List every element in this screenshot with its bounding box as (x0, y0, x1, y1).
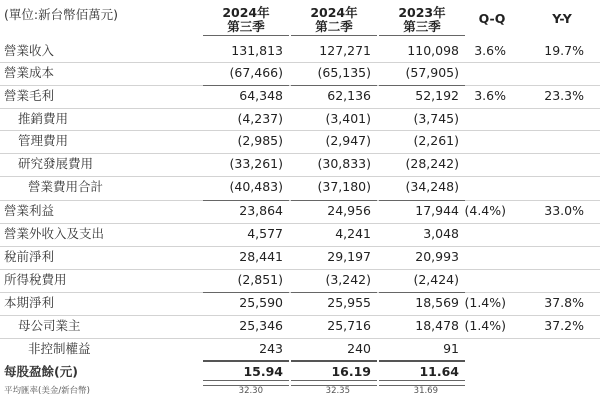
fx-q3-2024: 32.30 (238, 386, 263, 396)
eps-top-rule (203, 360, 289, 362)
header-rule-2 (291, 35, 377, 36)
cell-q3-2023: (2,261) (413, 133, 459, 148)
cell-yy: 33.0% (544, 203, 584, 218)
cell-q2-2024: (2,947) (325, 133, 371, 148)
cell-q3-2023: 17,944 (415, 203, 459, 218)
eps-top-rule (379, 360, 465, 362)
subtotal-rule (379, 200, 465, 201)
cell-q2-2024: (37,180) (317, 179, 371, 194)
cell-yy: 19.7% (544, 43, 584, 58)
cell-yy: 37.2% (544, 318, 584, 333)
cell-q3-2023: 52,192 (415, 88, 459, 103)
cell-yy: 37.8% (544, 295, 584, 310)
cell-q3-2023: (34,248) (405, 179, 459, 194)
row-label: 營業費用合計 (28, 179, 104, 194)
cell-q3-2023: 91 (443, 341, 459, 356)
row-label: 營業收入 (4, 43, 55, 58)
cell-q2-2024: 240 (347, 341, 371, 356)
header-q3-2023-year: 2023年 (398, 5, 446, 20)
cell-q3-2023: 11.64 (419, 364, 459, 379)
header-q3-2024-year: 2024年 (222, 5, 270, 20)
header-q3-2024 (205, 6, 287, 34)
row-divider (0, 176, 600, 177)
cell-q2-2024: 25,716 (327, 318, 371, 333)
row-label: 每股盈餘(元) (4, 364, 78, 379)
row-divider (0, 223, 600, 224)
cell-q3-2024: 25,590 (239, 295, 283, 310)
subtotal-rule (291, 292, 377, 293)
row-label: 營業外收入及支出 (4, 226, 105, 241)
cell-q3-2023: 3,048 (423, 226, 459, 241)
cell-q3-2023: (3,745) (413, 111, 459, 126)
cell-qq: (1.4%) (464, 318, 506, 333)
row-label: 本期淨利 (4, 295, 55, 310)
subtotal-rule (291, 85, 377, 86)
cell-q2-2024: 62,136 (327, 88, 371, 103)
cell-q3-2024: (2,985) (237, 133, 283, 148)
row-divider (0, 269, 600, 270)
cell-q3-2024: 243 (259, 341, 283, 356)
row-divider (0, 130, 600, 131)
cell-q3-2023: (57,905) (405, 65, 459, 80)
row-divider (0, 315, 600, 316)
cell-q2-2024: 4,241 (335, 226, 371, 241)
cell-q3-2023: 20,993 (415, 249, 459, 264)
fx-q2-2024: 32.35 (325, 386, 350, 396)
cell-q2-2024: 29,197 (327, 249, 371, 264)
header-q3-2023-quarter: 第三季 (403, 19, 441, 34)
cell-q3-2024: (4,237) (237, 111, 283, 126)
cell-q2-2024: (65,135) (317, 65, 371, 80)
cell-q3-2024: (2,851) (237, 272, 283, 287)
header-q2-2024-year: 2024年 (310, 5, 358, 20)
row-label: 營業利益 (4, 203, 55, 218)
cell-q3-2023: 18,478 (415, 318, 459, 333)
row-label: 稅前淨利 (4, 249, 55, 264)
header-qq: Q-Q (478, 11, 506, 26)
cell-q2-2024: (30,833) (317, 156, 371, 171)
subtotal-rule (203, 200, 289, 201)
cell-q3-2024: 25,346 (239, 318, 283, 333)
cell-qq: (1.4%) (464, 295, 506, 310)
cell-q3-2024: 23,864 (239, 203, 283, 218)
cell-q3-2023: (28,242) (405, 156, 459, 171)
unit-label: (單位:新台幣佰萬元) (4, 7, 118, 22)
cell-q3-2024: 4,577 (247, 226, 283, 241)
cell-q3-2024: 28,441 (239, 249, 283, 264)
cell-q3-2023: 18,569 (415, 295, 459, 310)
row-divider (0, 246, 600, 247)
cell-q2-2024: 16.19 (331, 364, 371, 379)
header-rule-3 (379, 35, 465, 36)
cell-q2-2024: 127,271 (319, 43, 371, 58)
header-q3-2024-quarter: 第三季 (227, 19, 265, 34)
eps-top-rule (291, 360, 377, 362)
row-divider (0, 153, 600, 154)
subtotal-rule (291, 200, 377, 201)
row-label: 營業毛利 (4, 88, 55, 103)
cell-qq: 3.6% (474, 88, 506, 103)
cell-yy: 23.3% (544, 88, 584, 103)
cell-q3-2023: (2,424) (413, 272, 459, 287)
subtotal-rule (203, 292, 289, 293)
cell-q2-2024: 25,955 (327, 295, 371, 310)
row-divider (0, 108, 600, 109)
row-label: 營業成本 (4, 65, 55, 80)
header-q2-2024 (293, 6, 375, 34)
subtotal-rule (379, 292, 465, 293)
cell-qq: 3.6% (474, 43, 506, 58)
row-label: 管理費用 (18, 133, 69, 148)
cell-q2-2024: (3,242) (325, 272, 371, 287)
row-label: 非控制權益 (28, 341, 91, 356)
header-rule-1 (203, 35, 289, 36)
subtotal-rule (379, 85, 465, 86)
cell-q3-2024: 131,813 (231, 43, 283, 58)
cell-q3-2024: (33,261) (229, 156, 283, 171)
cell-q3-2024: (40,483) (229, 179, 283, 194)
row-label: 所得稅費用 (4, 272, 67, 287)
cell-q2-2024: (3,401) (325, 111, 371, 126)
cell-q3-2024: (67,466) (229, 65, 283, 80)
row-label: 推銷費用 (18, 111, 69, 126)
fx-label: 平均匯率(美金/新台幣) (4, 386, 90, 396)
header-q2-2024-quarter: 第二季 (315, 19, 353, 34)
subtotal-rule (203, 85, 289, 86)
row-label: 母公司業主 (18, 318, 81, 333)
row-label: 研究發展費用 (18, 156, 94, 171)
header-yy: Y-Y (552, 11, 572, 26)
cell-q2-2024: 24,956 (327, 203, 371, 218)
row-divider (0, 338, 600, 339)
row-divider (0, 62, 600, 63)
cell-q3-2023: 110,098 (407, 43, 459, 58)
cell-q3-2024: 64,348 (239, 88, 283, 103)
cell-qq: (4.4%) (464, 203, 506, 218)
fx-q3-2023: 31.69 (413, 386, 438, 396)
cell-q3-2024: 15.94 (243, 364, 283, 379)
